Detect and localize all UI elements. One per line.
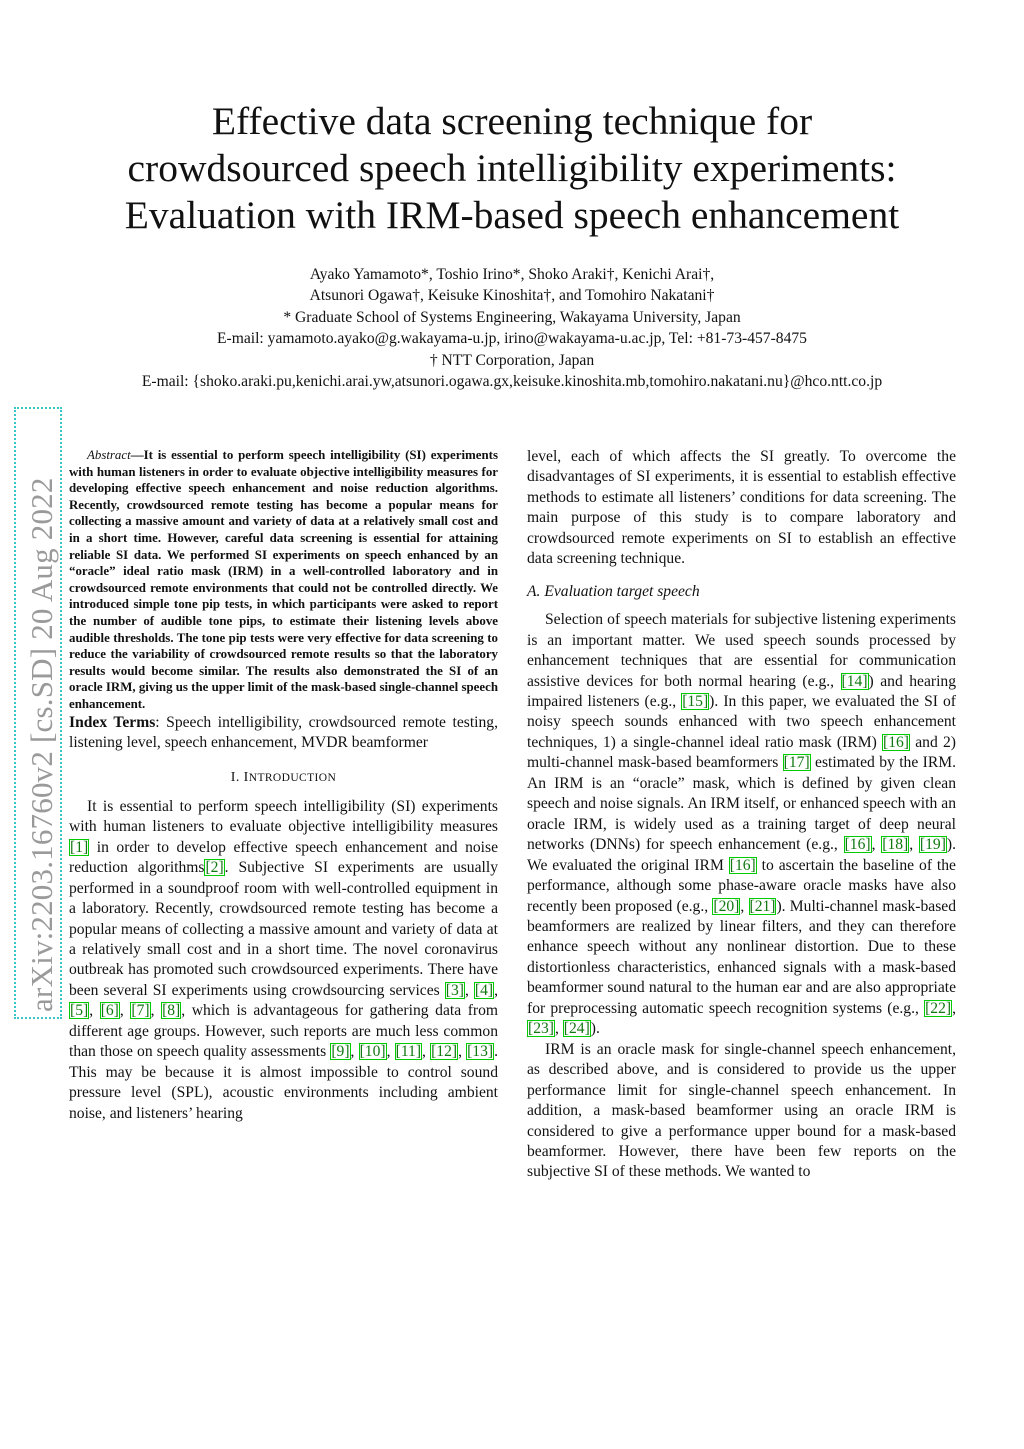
index-terms xyxy=(69,713,498,754)
title-line-3: Evaluation with IRM-based speech enhancement xyxy=(124,193,900,237)
email-line-2[interactable]: E-mail: {shoko.araki.pu,kenichi.arai.yw,atsunori.ogawa.gx,keisuke.kinoshita.mb,tomohiro.nakatani.nu}@hco.ntt.co.jp xyxy=(141,373,883,391)
title-line-1: Effective data screening technique for xyxy=(211,99,813,143)
text-run: . This may be because it is almost impossible to control sound pressure level (SPL), acoustic environments including ambient noise, and listeners’ hearing xyxy=(69,1043,498,1122)
citation-link[interactable]: [3] xyxy=(445,981,464,999)
citation-link[interactable]: [12] xyxy=(431,1043,458,1061)
citation-link[interactable]: [1] xyxy=(70,838,89,856)
title-line-2: crowdsourced speech intelligibility experiments: xyxy=(127,146,897,190)
citation-link[interactable]: [14] xyxy=(841,672,868,690)
abstract xyxy=(69,447,498,713)
citation-link[interactable]: [22] xyxy=(925,999,952,1017)
left-column xyxy=(69,447,498,1124)
section-number: I. xyxy=(230,770,240,786)
paper-title xyxy=(60,98,964,239)
citation-link[interactable]: [17] xyxy=(783,754,810,772)
continuation-paragraph: level, each of which affects the SI greatly. To overcome the disadvantages of SI experiments, it is essential to establish effective methods to estimate all listeners’ conditions for data screening. The main purpose of this study is to compare laboratory and crowdsourced remote experiments on SI to establish an effective data screening technique. xyxy=(527,448,956,568)
right-column xyxy=(527,447,956,1183)
abstract-label: Abstract xyxy=(87,448,131,462)
citation-link[interactable]: [8] xyxy=(162,1002,181,1020)
citation-link[interactable]: [16] xyxy=(883,733,909,751)
text-run: estimated by the IRM. An IRM is an “oracle” mask, which is defined by given clean speech and noise signals. An IRM itself, or enhanced speech with an oracle IRM, is widely used as a training target of deep neural networks (DNNs) for speech enhancement (e.g., xyxy=(527,754,956,854)
citation-link[interactable]: [18] xyxy=(882,836,909,854)
text-run: ). xyxy=(590,1020,600,1038)
section-heading-introduction xyxy=(69,768,498,788)
text-run: , which is advantageous for gathering data from different age groups. However, such reports are much less common than those on speech quality assessments xyxy=(69,1002,499,1061)
email-line-1[interactable]: E-mail: yamamoto.ayako@g.wakayama-u.jp, irino@wakayama-u.ac.jp, Tel: +81-73-457-8475 xyxy=(217,330,807,348)
speech-materials-paragraph: Selection of speech materials for subjective listening experiments is an important matter. We used speech sounds processed by enhancement techniques that are essential for communication assistive devices for both normal hearing (e.g., [14]) and hearing impaired listeners (e.g., [15]). In this paper, we evaluated the SI of noisy speech sounds enhanced with two speech enhancement techniques, 1) a single-channel ideal ratio mask (IRM) [16] and 2) multi-channel mask-based beamformers [17] estimated by the IRM. An IRM is an “oracle” mask, which is defined by given clean speech and noise signals. An IRM itself, or enhanced speech with an oracle IRM, is widely used as a training target of deep neural networks (DNNs) for speech enhancement (e.g., [16], [18], [19]). We evaluated the original IRM [16] to ascertain the baseline of the performance, although some phase-aware oracle masks have also recently been proposed (e.g., [20], [21]). Multi-channel mask-based beamformers are realized by linear filters, and they can therefore enhance speech without any nonlinear distortion. Due to these distortionless characteristics, enhanced signals with a mask-based beamformer sound natural to the human ear and are also appropriate for preprocessing automatic speech recognition systems (e.g., [22], [23], [24]). xyxy=(527,611,956,1038)
text-run: in order to develop effective speech enhancement and noise reduction algorithms xyxy=(69,838,498,877)
subsection-heading: A. Evaluation target speech xyxy=(527,582,700,600)
text-run: ) and hearing impaired listeners (e.g., xyxy=(527,672,956,710)
text-run: ). We evaluated the original IRM xyxy=(527,836,956,874)
author-line-1: Ayako Yamamoto*, Toshio Irino*, Shoko Araki†, Kenichi Arai†, xyxy=(309,266,715,283)
citation-link[interactable]: [16] xyxy=(729,856,756,874)
citation-link[interactable]: [16] xyxy=(844,836,871,854)
arxiv-identifier[interactable]: arXiv:2203.16760v2 [cs.SD] 20 Aug 2022 xyxy=(24,477,59,1012)
author-line-2: Atsunori Ogawa†, Keisuke Kinoshita†, and Tomohiro Nakatani† xyxy=(309,287,715,305)
text-run: ). Multi-channel mask-based beamformers are realized by linear filters, and they can therefore enhance speech without any nonlinear distortion. Due to these distortionless characteristics, enhanced signals with a mask-based beamformer sound natural to the human ear and are also appropriate for preprocessing automatic speech recognition systems (e.g., xyxy=(527,897,956,1017)
abstract-text: —It is essential to perform speech intelligibility (SI) experiments with human listeners in order to evaluate objective intelligibility measures for developing effective speech enhancement and noise reduction algorithms. Recently, crowdsourced remote testing has become a popular means for collecting a massive amount and variety of data at a relatively small cost and in a short time. However, careful data screening is essential for attaining reliable SI data. We performed SI experiments on speech enhanced by an “oracle” ideal ratio mask (IRM) in a well-controlled laboratory and in crowdsourced remote environments that could not be controlled directly. We introduced simple tone pip tests, in which participants were asked to report the number of audible tone pips, to estimate their listening levels above audible thresholds. The tone pip tests were very effective for data screening to reduce the variability of crowdsourced remote results so that the laboratory results would become similar. The results also demonstrated the SI of an oracle IRM, giving us the upper limit of the mask-based single-channel speech enhancement. xyxy=(69,448,498,711)
citation-link[interactable]: [13] xyxy=(467,1043,494,1061)
citation-link[interactable]: [19] xyxy=(919,836,946,854)
citation-link[interactable]: [9] xyxy=(331,1043,350,1061)
irm-paragraph: IRM is an oracle mask for single-channel speech enhancement, as described above, and is considered to provide us the upper performance limit for single-channel speech enhancement. In addition, a mask-based beamformer using an oracle IRM is considered to give a performance upper bound for a mask-based beamformer. However, there have been few reports on the subjective SI of these methods. We wanted to xyxy=(527,1040,956,1181)
index-terms-label: Index Terms xyxy=(69,713,156,731)
text-run: Selection of speech materials for subjective listening experiments is an important matter. We used speech sounds processed by enhancement techniques that are essential for communication assistive devices for both normal hearing (e.g., xyxy=(527,611,956,690)
citation-link[interactable]: [4] xyxy=(474,981,494,999)
citation-link[interactable]: [6] xyxy=(100,1002,119,1020)
section-title-rest: NTRODUCTION xyxy=(248,772,337,785)
citation-link[interactable]: [2] xyxy=(205,859,224,877)
citation-link[interactable]: [10] xyxy=(359,1043,386,1061)
text-run: It is essential to perform speech intelligibility (SI) experiments with human listeners to evaluate objective intelligibility measures xyxy=(69,797,498,836)
intro-paragraph: It is essential to perform speech intelligibility (SI) experiments with human listeners to evaluate objective intelligibility measures [1] in order to develop effective speech enhancement and noise reduction algorithms[2]. Subjective SI experiments are usually performed in a soundproof room with well-controlled equipment in a laboratory. Recently, crowdsourced remote testing has become a popular means of collecting a massive amount and variety of data at a relatively small cost and in a short time. The novel coronavirus outbreak has promoted such crowdsourced experiments. There have been several SI experiments using crowdsourcing services [3], [4], [5], [6], [7], [8], which is advantageous for gathering data from different age groups. However, such reports are much less common than those on speech quality assessments [9], [10], [11], [12], [13]. This may be because it is almost impossible to control sound pressure level (SPL), acoustic environments including ambient noise, and listeners’ hearing xyxy=(69,797,499,1122)
citation-link[interactable]: [11] xyxy=(395,1043,422,1061)
citation-link[interactable]: [15] xyxy=(682,692,709,710)
citation-link[interactable]: [7] xyxy=(131,1002,150,1020)
author-block xyxy=(60,264,964,392)
section-title-initial: I xyxy=(243,770,249,786)
citation-link[interactable]: [20] xyxy=(713,897,740,915)
citation-link[interactable]: [21] xyxy=(749,897,776,915)
text-run: and 2) multi-channel mask-based beamformers xyxy=(527,733,956,772)
citation-link[interactable]: [24] xyxy=(563,1020,590,1038)
text-run: ). In this paper, we evaluated the SI of noisy speech sounds enhanced with two speech enhancement techniques, 1) a single-channel ideal ratio mask (IRM) xyxy=(527,692,956,751)
text-run: to ascertain the baseline of the performance, although some phase-aware oracle masks have also recently been proposed (e.g., xyxy=(527,856,956,915)
citation-link[interactable]: [23] xyxy=(528,1020,554,1038)
citation-link[interactable]: [5] xyxy=(70,1002,89,1020)
index-terms-text: : Speech intelligibility, crowdsourced remote testing, listening level, speech enhancement, MVDR beamformer xyxy=(69,713,498,751)
text-run: . Subjective SI experiments are usually performed in a soundproof room with well-controlled equipment in a laboratory. Recently, crowdsourced remote testing has become a popular means of collecting a massive amount and variety of data at a relatively small cost and in a short time. The novel coronavirus outbreak has promoted such crowdsourced experiments. There have been several SI experiments using crowdsourcing services xyxy=(69,859,498,999)
affiliation-2: † NTT Corporation, Japan xyxy=(429,351,595,369)
affiliation-1: * Graduate School of Systems Engineering, Wakayama University, Japan xyxy=(283,308,741,326)
